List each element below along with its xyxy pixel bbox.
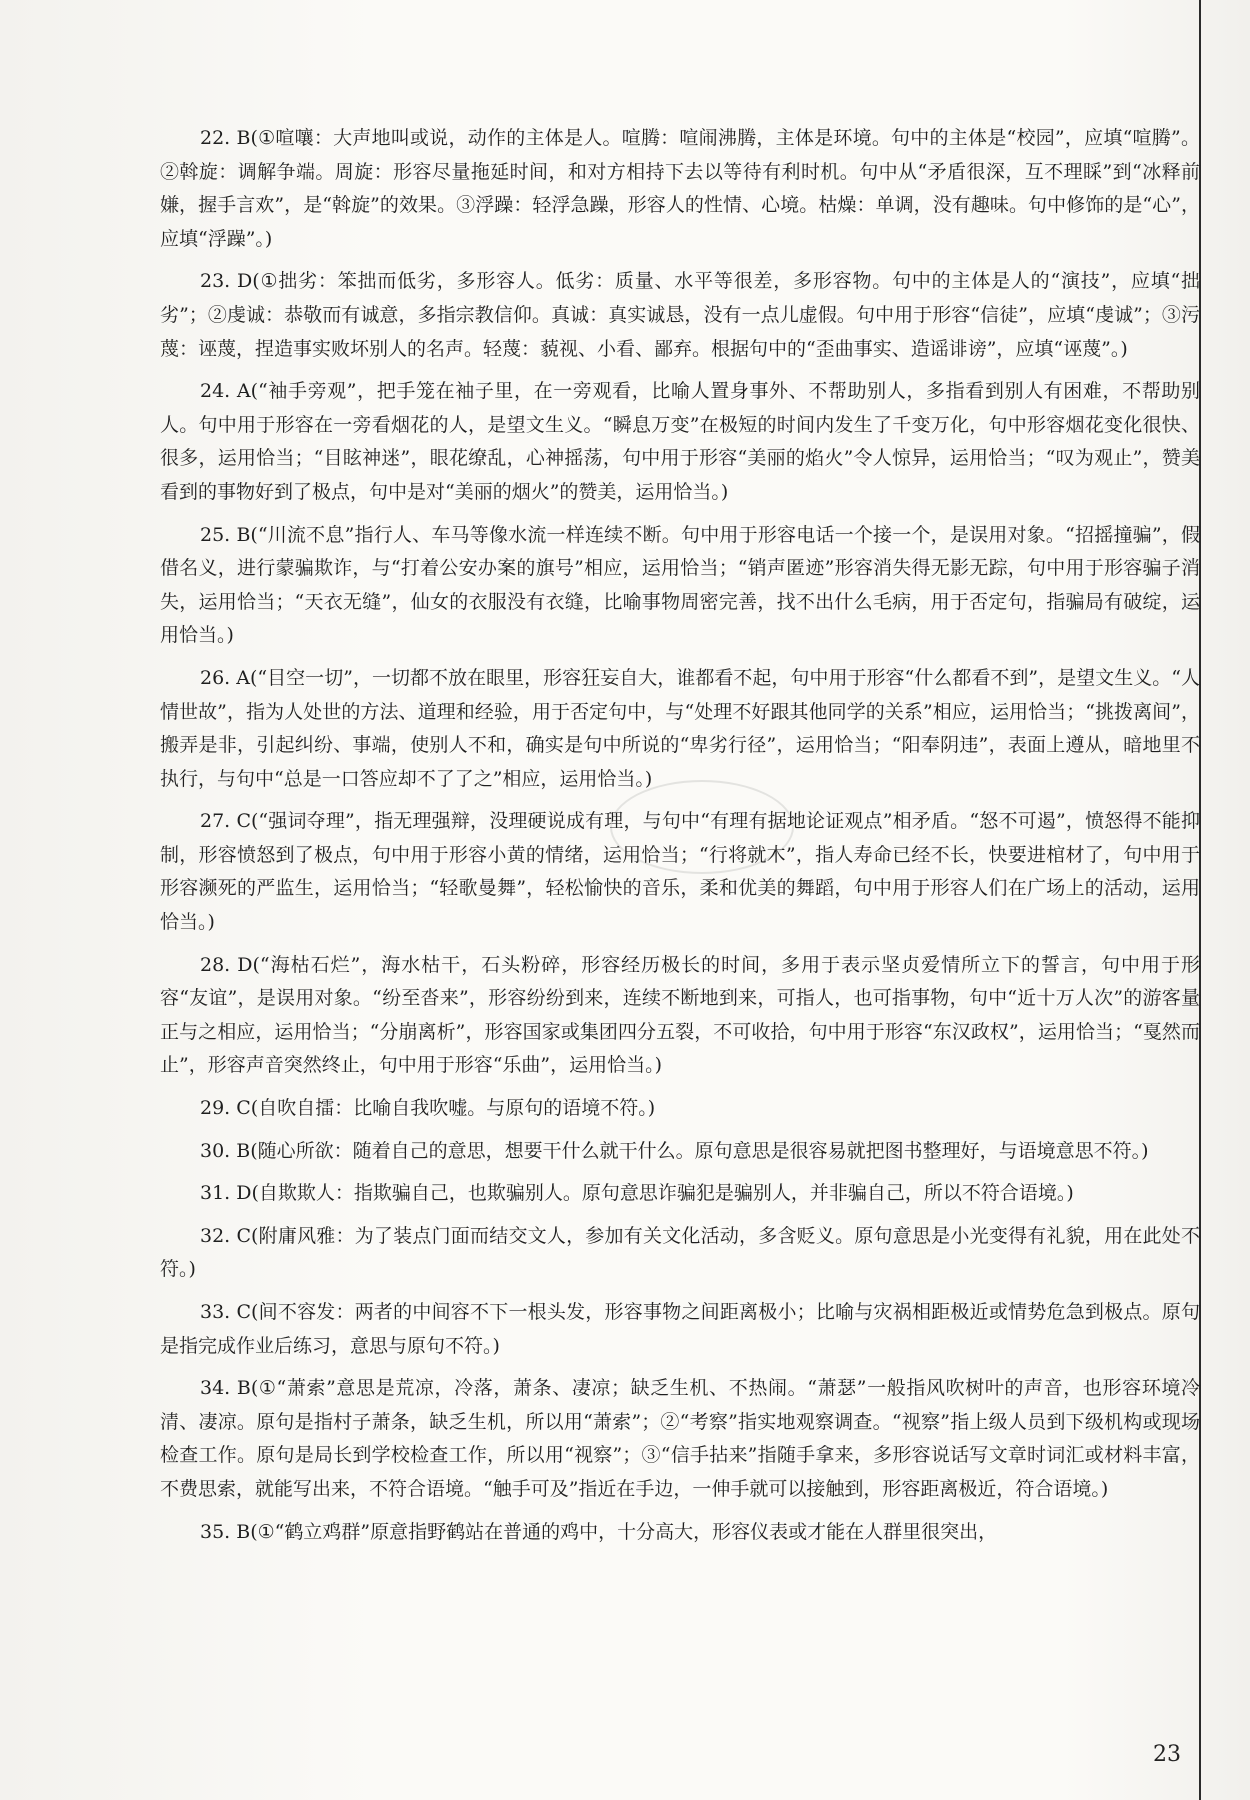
answer-33: 33. C(间不容发：两者的中间容不下一根头发，形容事物之间距离极小；比喻与灾祸相距极近或情势危急到极点。原句是指完成作业后练习，意思与原句不符。) [160,1301,1200,1357]
answer-32: 32. C(附庸风雅：为了装点门面而结交文人，参加有关文化活动，多含贬义。原句意思是小光变得有礼貌，用在此处不符。) [160,1224,1200,1281]
answer-25: 25. B(“川流不息”指行人、车马等像水流一样连续不断。句中用于形容电话一个接一个，是误用对象。“招摇撞骗”，假借名义，进行蒙骗欺诈，与“打着公安办案的旗号”相应，运用恰当；“销声匿迹”形容消失得无影无踪，句中用于形容骗子消失，运用恰当；“天衣无缝”，仙女的衣服没有衣缝，比喻事物周密完善，找不出什么毛病，用于否定句，指骗局有破绽，运用恰当。) [160,523,1200,647]
answer-22: 22. B(①喧嚷：大声地叫或说，动作的主体是人。喧腾：喧闹沸腾，主体是环境。句中的主体是“校园”，应填“喧腾”。②斡旋：调解争端。周旋：形容尽量拖延时间，和对方相持下去以等待有利时机。句中从“矛盾很深，互不理睬”到“冰释前嫌，握手言欢”，是“斡旋”的效果。③浮躁：轻浮急躁，形容人的性情、心境。枯燥：单调，没有趣味。句中修饰的是“心”，应填“浮躁”。) [160,127,1200,250]
answer-29: 29. C(自吹自擂：比喻自我吹嘘。与原句的语境不符。) [200,1097,656,1120]
answer-35: 35. B(①“鹤立鸡群”原意指野鹤站在普通的鸡中，十分高大，形容仪表或才能在人群里很突出， [200,1520,998,1543]
answer-23: 23. D(①拙劣：笨拙而低劣，多形容人。低劣：质量、水平等很差，多形容物。句中的主体是人的“演技”，应填“拙劣”；②虔诚：恭敬而有诚意，多指宗教信仰。真诚：真实诚恳，没有一点儿虚假。句中用于形容“信徒”，应填“虔诚”；③污蔑：诬蔑，捏造事实败坏别人的名声。轻蔑：藐视、小看、鄙弃。根据句中的“歪曲事实、造谣诽谤”，应填“诬蔑”。) [160,270,1200,360]
answer-28: 28. D(“海枯石烂”，海水枯干，石头粉碎，形容经历极长的时间，多用于表示坚贞爱情所立下的誓言，句中用于形容“友谊”，是误用对象。“纷至沓来”，形容纷纷到来，连续不断地到来，可指人，也可指事物，句中“近十万人次”的游客量正与之相应，运用恰当；“分崩离析”，形容国家或集团四分五裂，不可收拾，句中用于形容“东汉政权”，运用恰当；“戛然而止”，形容声音突然终止，句中用于形容“乐曲”，运用恰当。) [160,953,1200,1077]
page-number: 23 [1153,1742,1181,1767]
answer-26: 26. A(“目空一切”，一切都不放在眼里，形容狂妄自大，谁都看不起，句中用于形容“什么都看不到”，是望文生义。“人情世故”，指为人处世的方法、道理和经验，用于否定句中，与“处理不好跟其他同学的关系”相应，运用恰当；“挑拨离间”，搬弄是非，引起纠纷、事端，使别人不和，确实是句中所说的“卑劣行径”，运用恰当；“阳奉阴违”，表面上遵从，暗地里不执行，与句中“总是一口答应却不了了之”相应，运用恰当。) [160,666,1200,790]
answer-24: 24. A(“袖手旁观”，把手笼在袖子里，在一旁观看，比喻人置身事外、不帮助别人，多指看到别人有困难，不帮助别人。句中用于形容在一旁看烟花的人，是望文生义。“瞬息万变”在极短的时间内发生了千变万化，句中形容烟花变化很快、很多，运用恰当；“目眩神迷”，眼花缭乱，心神摇荡，句中用于形容“美丽的焰火”令人惊异，运用恰当；“叹为观止”，赞美看到的事物好到了极点，句中是对“美丽的烟火”的赞美，运用恰当。) [160,380,1200,503]
answer-31: 31. D(自欺欺人：指欺骗自己，也欺骗别人。原句意思诈骗犯是骗别人，并非骗自己，所以不符合语境。) [200,1182,1074,1205]
answer-27: 27. C(“强词夺理”，指无理强辩，没理硬说成有理，与句中“有理有据地论证观点”相矛盾。“怒不可遏”，愤怒得不能抑制，形容愤怒到了极点，句中用于形容小黄的情绪，运用恰当；“行将就木”，指人寿命已经不长，快要进棺材了，句中用于形容濒死的严监生，运用恰当；“轻歌曼舞”，轻松愉快的音乐，柔和优美的舞蹈，句中用于形容人们在广场上的活动，运用恰当。) [160,810,1200,934]
answer-30: 30. B(随心所欲：随着自己的意思，想要干什么就干什么。原句意思是很容易就把图书整理好，与语境意思不符。) [200,1139,1149,1162]
answer-text-block [160,122,1200,1558]
answer-34: 34. B(①“萧索”意思是荒凉，冷落，萧条、凄凉；缺乏生机、不热闹。“萧瑟”一般指风吹树叶的声音，也形容环境冷清、凄凉。原句是指村子萧条，缺乏生机，所以用“萧索”；②“考察”指实地观察调查。“视察”指上级人员到下级机构或现场检查工作。原句是局长到学校检查工作，所以用“视察”；③“信手拈来”指随手拿来，多形容说话写文章时词汇或材料丰富，不费思索，就能写出来，不符合语境。“触手可及”指近在手边，一伸手就可以接触到，形容距离极近，符合语境。) [160,1377,1200,1500]
